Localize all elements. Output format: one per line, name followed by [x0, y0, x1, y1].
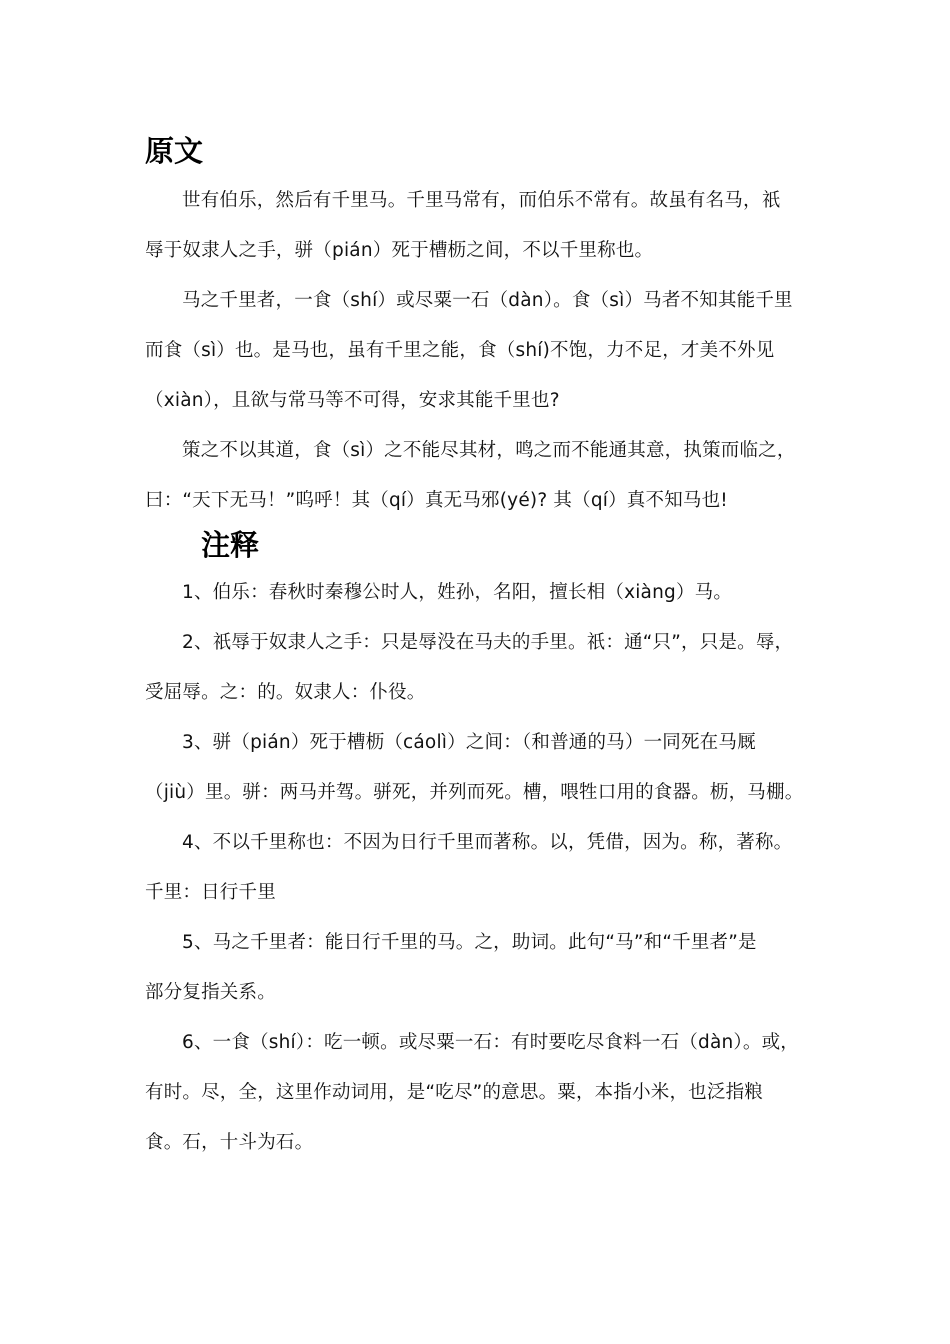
original-text-section	[145, 176, 825, 526]
text-line: （xiàn），且欲与常马等不可得，安求其能千里也?	[145, 390, 560, 411]
text-line: 策之不以其道，食（sì）之不能尽其材，鸣之而不能通其意，执策而临之，	[182, 440, 796, 461]
note-line: （jiù）里。骈：两马并驾。骈死，并列而死。槽，喂牲口用的食器。枥，马棚。	[145, 782, 804, 803]
note-line: 4、不以千里称也：不因为日行千里而著称。以，凭借，因为。称，著称。	[182, 832, 793, 853]
document-page	[145, 130, 825, 1168]
note-line: 有时。尽，全，这里作动词用，是“吃尽”的意思。粟，本指小米，也泛指粮	[145, 1082, 763, 1103]
notes-section	[145, 568, 825, 1168]
note-line: 千里：日行千里	[145, 882, 276, 903]
text-line: 世有伯乐，然后有千里马。千里马常有，而伯乐不常有。故虽有名马，祇	[182, 190, 781, 211]
note-line: 受屈辱。之：的。奴隶人：仆役。	[145, 682, 426, 703]
note-line: 2、祇辱于奴隶人之手：只是辱没在马夫的手里。祇：通“只”，只是。辱，	[182, 632, 794, 653]
text-line: 马之千里者，一食（shí）或尽粟一石（dàn）。食（sì）马者不知其能千里	[182, 290, 793, 311]
note-line: 部分复指关系。	[145, 982, 276, 1003]
heading-notes: 注释	[201, 528, 260, 562]
note-line: 3、骈（pián）死于槽枥（cáolì）之间：（和普通的马）一同死在马厩	[182, 732, 756, 753]
text-line: 辱于奴隶人之手，骈（pián）死于槽枥之间，不以千里称也。	[145, 240, 654, 261]
note-line: 食。石，十斗为石。	[145, 1132, 314, 1153]
text-line: 而食（sì）也。是马也，虽有千里之能，食（shí)不饱，力不足，才美不外见	[145, 340, 775, 361]
text-line: 曰：“天下无马！”呜呼！其（qí）真无马邪(yé)? 其（qí）真不知马也!	[145, 490, 728, 511]
heading-original-text: 原文	[145, 134, 204, 168]
note-line: 1、伯乐：春秋时秦穆公时人，姓孙，名阳，擅长相（xiàng）马。	[182, 582, 733, 603]
note-line: 6、一食（shí）：吃一顿。或尽粟一石：有时要吃尽食料一石（dàn）。或，	[182, 1032, 799, 1053]
note-line: 5、马之千里者：能日行千里的马。之，助词。此句“马”和“千里者”是	[182, 932, 757, 953]
